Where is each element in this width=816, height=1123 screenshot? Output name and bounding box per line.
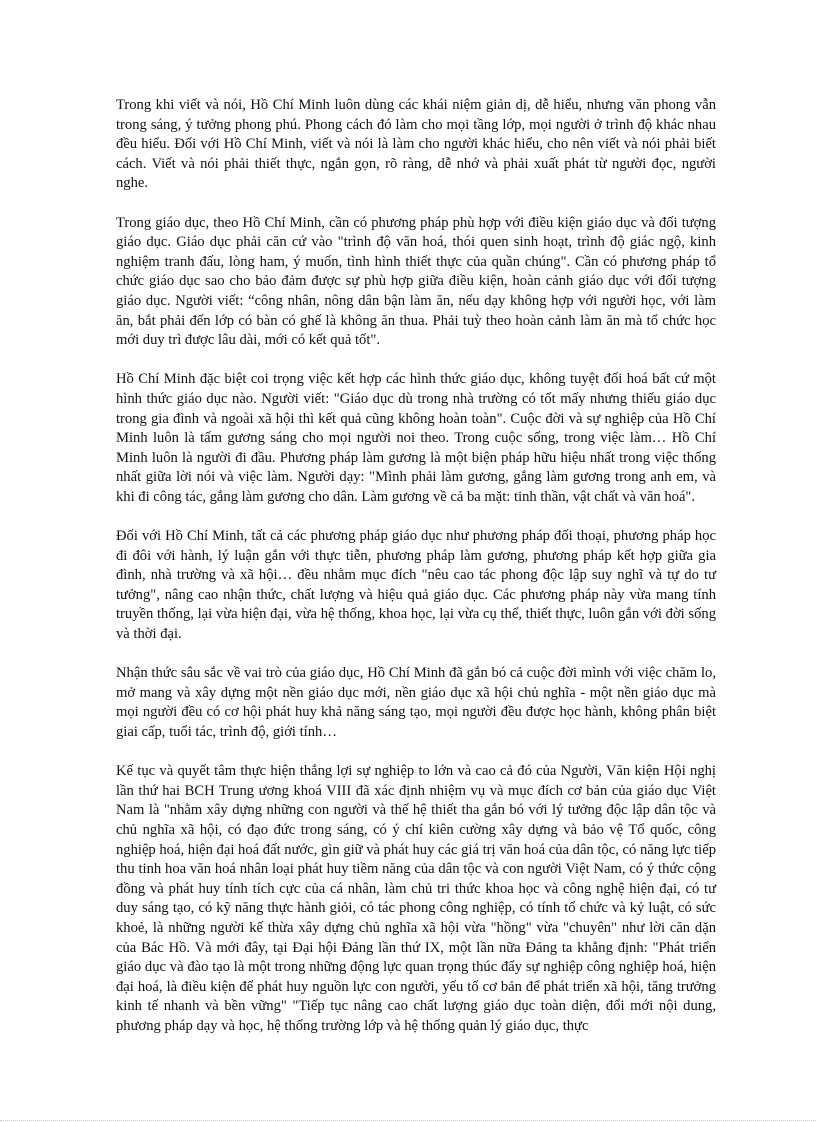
page-bottom-border [0,1120,816,1121]
document-body [116,96,716,1056]
paragraph-viet-va-noi: Trong khi viết và nói, Hồ Chí Minh luôn dùng các khái niệm giản dị, dễ hiểu, nhưng văn phong vẫn trong sáng, ý tưởng phong phú. Phong cách đó làm cho mọi tầng lớp, mọi người ở trình độ khác nhau đều hiểu. Đối với Hồ Chí Minh, viết và nói là làm cho người khác hiểu, cho nên viết và nói phải biết cách. Viết và nói phải thiết thực, ngắn gọn, rõ ràng, dễ nhớ và phải xuất phát từ người đọc, người nghe. [116,97,716,192]
paragraph-cac-phuong-phap: Đối với Hồ Chí Minh, tất cả các phương pháp giáo dục như phương pháp đối thoại, phương pháp học đi đôi với hành, lý luận gắn với thực tiễn, phương pháp làm gương, phương pháp kết hợp giữa gia đình, nhà trường và xã hội… đều nhằm mục đích "nêu cao tác phong độc lập suy nghĩ và tự do tư tưởng", nâng cao nhận thức, chất lượng và hiệu quả giáo dục. Các phương pháp này vừa mang tính truyền thống, lại vừa hiện đại, vừa hệ thống, khoa học, lại vừa cụ thể, thiết thực, luôn gắn với đời sống và thời đại. [116,528,716,643]
paragraph-ket-hop-hinh-thuc: Hồ Chí Minh đặc biệt coi trọng việc kết hợp các hình thức giáo dục, không tuyệt đối hoá bất cứ một hình thức giáo dục nào. Người viết: "Giáo dục dù trong nhà trường có tốt mấy nhưng thiếu giáo dục trong gia đình và ngoài xã hội thì kết quả cũng không hoàn toàn". Cuộc đời và sự nghiệp của Hồ Chí Minh luôn là tấm gương sáng cho mọi người noi theo. Trong cuộc sống, trong việc làm… Hồ Chí Minh luôn là người đi đầu. Phương pháp làm gương là một biện pháp hữu hiệu nhất trong việc thống nhất giữa lời nói và việc làm. Người dạy: "Mình phải làm gương, gắng làm gương trong anh em, và khi đi công tác, gắng làm gương cho dân. Làm gương về cả ba mặt: tinh thần, vật chất và văn hoá". [116,371,716,505]
paragraph-nhan-thuc-vai-tro: Nhận thức sâu sắc về vai trò của giáo dục, Hồ Chí Minh đã gắn bó cả cuộc đời mình với việc chăm lo, mở mang và xây dựng một nền giáo dục mới, nền giáo dục xã hội chủ nghĩa - một nền giáo dục mà mọi người đều có cơ hội phát huy khả năng sáng tạo, mọi người đều được học hành, không phân biệt giai cấp, tuổi tác, trình độ, giới tính… [116,665,716,740]
paragraph-ke-tuc-su-nghiep: Kế tục và quyết tâm thực hiện thắng lợi sự nghiệp to lớn và cao cả đó của Người, Văn kiện Hội nghị lần thứ hai BCH Trung ương khoá VIII đã xác định nhiệm vụ và mục đích cơ bản của giáo dục Việt Nam là "nhằm xây dựng những con người và thế hệ thiết tha gắn bó với lý tưởng độc lập dân tộc và chủ nghĩa xã hội, có đạo đức trong sáng, có ý chí kiên cường xây dựng và bảo vệ Tổ quốc, công nghiệp hoá, hiện đại hoá đất nước, gìn giữ và phát huy các giá trị văn hoá của dân tộc, có năng lực tiếp thu tinh hoa văn hoá nhân loại phát huy tiềm năng của dân tộc và con người Việt Nam, có ý thức cộng đồng và phát huy tính tích cực của cá nhân, làm chủ tri thức khoa học và công nghệ hiện đại, có tư duy sáng tạo, có kỹ năng thực hành giỏi, có tác phong công nghiệp, có tính tổ chức và kỷ luật, có sức khoẻ, là những người kế thừa xây dựng chủ nghĩa xã hội vừa "hồng" vừa "chuyên" như lời căn dặn của Bác Hồ. Và mới đây, tại Đại hội Đảng lần thứ IX, một lần nữa Đảng ta khẳng định: "Phát triển giáo dục và đào tạo là một trong những động lực quan trọng thúc đẩy sự nghiệp công nghiệp hoá, hiện đại hoá, là điều kiện để phát huy nguồn lực con người, yếu tố cơ bản để phát triển xã hội, tăng trưởng kinh tế nhanh và bền vững" "Tiếp tục nâng cao chất lượng giáo dục toàn diện, đổi mới nội dung, phương pháp dạy và học, hệ thống trường lớp và hệ thống quản lý giáo dục, thực [116,763,716,1034]
paragraph-phuong-phap-giao-duc: Trong giáo dục, theo Hồ Chí Minh, cần có phương pháp phù hợp với điều kiện giáo dục và đối tượng giáo dục. Giáo dục phải căn cứ vào "trình độ văn hoá, thói quen sinh hoạt, trình độ giác ngộ, kinh nghiệm tranh đấu, lòng ham, ý muốn, tình hình thiết thực của quần chúng". Cần có phương pháp tổ chức giáo dục sao cho bảo đảm được sự phù hợp giữa điều kiện, hoàn cảnh giáo dục với đối tượng giáo dục. Người viết: “công nhân, nông dân bận làm ăn, nếu dạy không hợp với người học, với làm ăn, bắt phải đến lớp có bàn có ghế là không ăn thua. Phải tuỳ theo hoàn cảnh làm ăn mà tổ chức học mới duy trì được lâu dài, mới có kết quả tốt". [116,214,716,349]
